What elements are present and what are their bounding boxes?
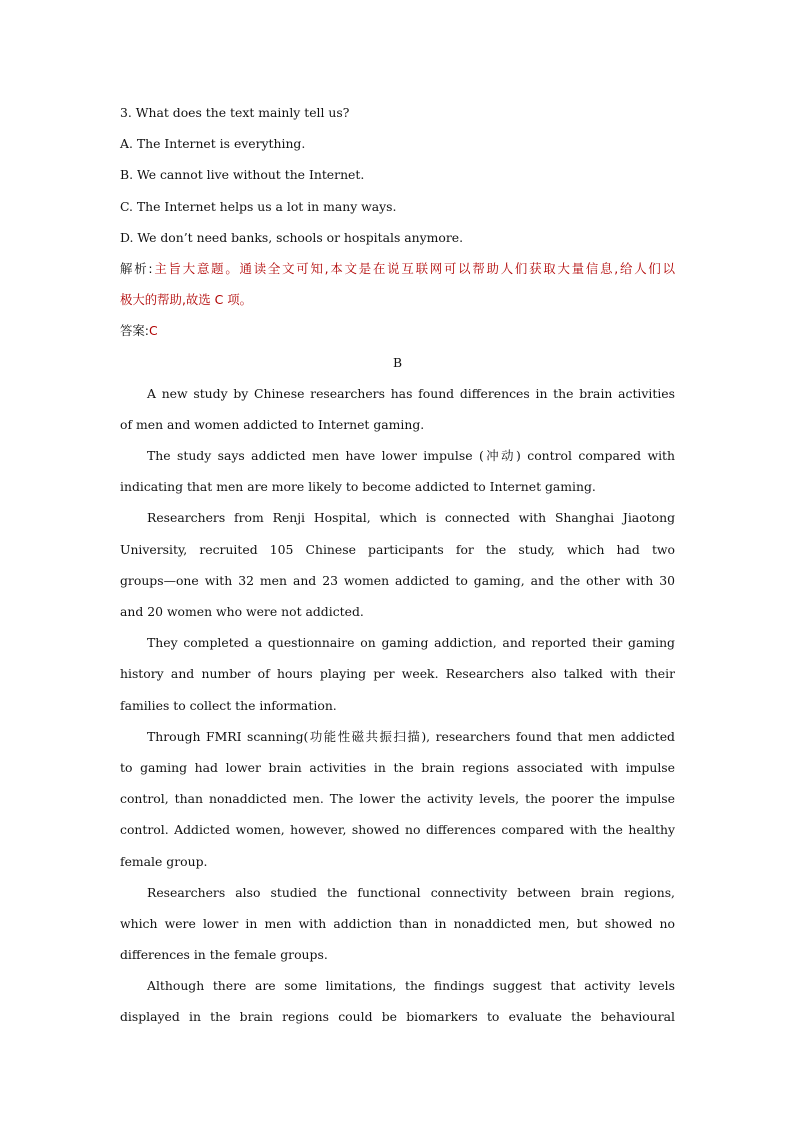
analysis-line-1: [120, 253, 675, 284]
question-stem: 3. What does the text mainly tell us?: [120, 105, 350, 120]
passage-line: Through FMRI scanning(功能性磁共振扫描), researchers found that men addicted: [147, 728, 675, 744]
analysis-label: 解析:: [120, 260, 153, 276]
answer-label: 答案:: [120, 323, 149, 339]
analysis-line-2: [120, 284, 675, 315]
analysis-text-2: 极大的帮助,故选 C 项。: [120, 292, 252, 308]
passage-line: history and number of hours playing per week. Researchers also talked with their: [120, 666, 675, 682]
passage-line: Researchers also studied the functional connectivity between brain regions,: [147, 884, 675, 900]
passage-line: indicating that men are more likely to become addicted to Internet gaming.: [120, 479, 596, 495]
passage-line: University, recruited 105 Chinese participants for the study, which had two: [120, 541, 675, 557]
passage-line: families to collect the information.: [120, 697, 337, 713]
document-page: [120, 97, 675, 1033]
answer-value: C: [148, 323, 158, 339]
passage-line: control, than nonaddicted men. The lower the activity levels, the poorer the impulse: [120, 791, 675, 807]
passage-line: They completed a questionnaire on gaming addiction, and reported their gaming: [147, 635, 675, 651]
passage-line: to gaming had lower brain activities in the brain regions associated with impulse: [120, 759, 675, 775]
option-a: A. The Internet is everything.: [120, 136, 306, 152]
answer-line: [120, 315, 675, 346]
passage-line: which were lower in men with addiction than in nonaddicted men, but showed no: [120, 915, 675, 931]
option-d: D. We don’t need banks, schools or hospitals anymore.: [120, 229, 464, 245]
analysis-text-1: 主旨大意题。通读全文可知,本文是在说互联网可以帮助人们获取大量信息,给人们以: [152, 260, 675, 276]
passage-line: and 20 women who were not addicted.: [120, 604, 364, 619]
passage-line: groups—one with 32 men and 23 women addicted to gaming, and the other with 30: [120, 572, 675, 588]
passage-heading: B: [392, 354, 403, 370]
option-b: B. We cannot live without the Internet.: [120, 167, 365, 183]
passage-line: Researchers from Renji Hospital, which is connected with Shanghai Jiaotong: [147, 510, 675, 526]
passage-body: [120, 378, 675, 1033]
passage-line: female group.: [120, 853, 208, 869]
passage-line: Although there are some limitations, the findings suggest that activity levels: [147, 978, 675, 994]
passage-line: of men and women addicted to Internet gaming.: [120, 416, 425, 432]
passage-line: control. Addicted women, however, showed no differences compared with the healthy: [120, 822, 675, 838]
passage-line: displayed in the brain regions could be biomarkers to evaluate the behavioural: [120, 1009, 675, 1025]
option-c: C. The Internet helps us a lot in many ways.: [120, 198, 397, 214]
passage-line: The study says addicted men have lower impulse (冲动) control compared with: [147, 448, 675, 464]
passage-line: A new study by Chinese researchers has found differences in the brain activities: [147, 385, 675, 401]
passage-line: differences in the female groups.: [120, 947, 328, 963]
